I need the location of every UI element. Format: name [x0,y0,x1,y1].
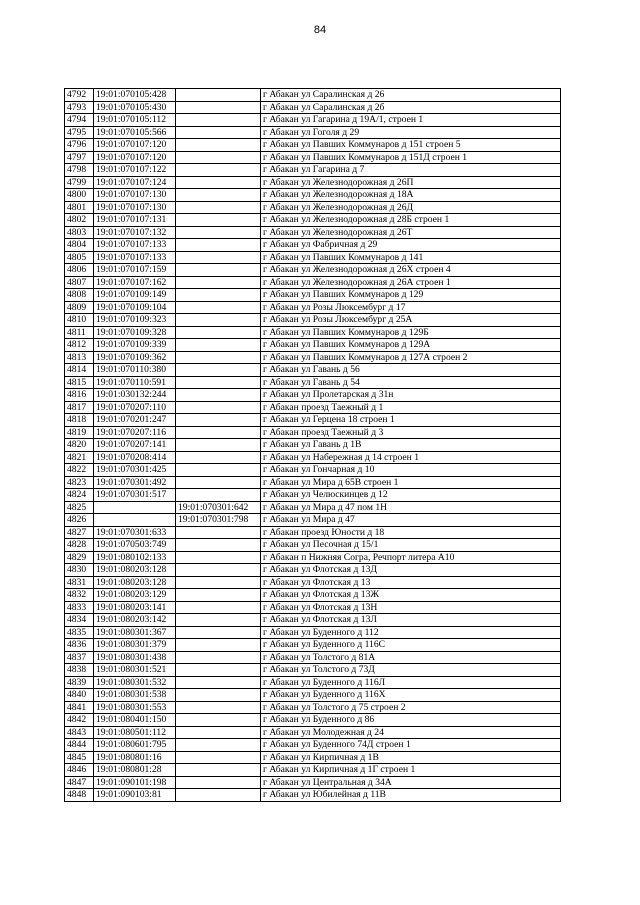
table-row [65,701,561,714]
table-row [65,526,561,539]
cadastral-number-cell: 19:01:080301:438 [94,651,176,664]
table-row [65,351,561,364]
row-number-cell: 4835 [65,626,94,639]
address-cell: г Абакан ул Железнодорожная д 28Б строен 1 [261,214,561,227]
cadastral-number-cell: 19:01:070301:425 [94,464,176,477]
row-number-cell: 4828 [65,539,94,552]
cadastral-number-alt-cell [176,651,261,664]
address-cell: г Абакан ул Кирпичная д 1В [261,751,561,764]
row-number-cell: 4833 [65,601,94,614]
table-row [65,426,561,439]
cadastral-number-cell: 19:01:070110:591 [94,376,176,389]
cadastral-number-cell: 19:01:070503:749 [94,539,176,552]
table-row [65,376,561,389]
cadastral-number-alt-cell [176,739,261,752]
table-row [65,664,561,677]
row-number-cell: 4834 [65,614,94,627]
table-row [65,676,561,689]
cadastral-number-cell: 19:01:070105:428 [94,89,176,102]
row-number-cell: 4813 [65,351,94,364]
row-number-cell: 4794 [65,114,94,127]
cadastral-number-alt-cell [176,289,261,302]
row-number-cell: 4848 [65,789,94,802]
cadastral-number-cell: 19:01:080301:379 [94,639,176,652]
cadastral-number-cell: 19:01:070107:130 [94,201,176,214]
cadastral-number-alt-cell [176,189,261,202]
cadastral-number-cell: 19:01:080801:28 [94,764,176,777]
address-cell: г Абакан проезд Таежный д 1 [261,401,561,414]
table-row [65,89,561,102]
row-number-cell: 4826 [65,514,94,527]
cadastral-number-cell: 19:01:080501:112 [94,726,176,739]
table-row [65,414,561,427]
table-row [65,651,561,664]
table-row [65,201,561,214]
address-cell: г Абакан ул Железнодорожная д 26Д [261,201,561,214]
cadastral-number-alt-cell [176,464,261,477]
table-row [65,289,561,302]
row-number-cell: 4831 [65,576,94,589]
cadastral-number-cell: 19:01:070107:132 [94,226,176,239]
cadastral-number-alt-cell [176,714,261,727]
row-number-cell: 4819 [65,426,94,439]
address-cell: г Абакан ул Кирпичная д 1Г строен 1 [261,764,561,777]
cadastral-number-cell: 19:01:070105:430 [94,101,176,114]
cadastral-number-cell: 19:01:080203:128 [94,576,176,589]
row-number-cell: 4847 [65,776,94,789]
table-row [65,464,561,477]
cadastral-number-alt-cell [176,639,261,652]
cadastral-number-alt-cell [176,426,261,439]
row-number-cell: 4832 [65,589,94,602]
cadastral-number-alt-cell [176,526,261,539]
address-cell: г Абакан ул Песочная д 15/1 [261,539,561,552]
cadastral-number-cell: 19:01:070107:120 [94,139,176,152]
row-number-cell: 4845 [65,751,94,764]
table-row [65,764,561,777]
cadastral-number-alt-cell [176,789,261,802]
row-number-cell: 4816 [65,389,94,402]
cadastral-number-cell: 19:01:070207:110 [94,401,176,414]
row-number-cell: 4820 [65,439,94,452]
address-cell: г Абакан ул Челюскинцев д 12 [261,489,561,502]
address-cell: г Абакан ул Буденного д 116Х [261,689,561,702]
cadastral-number-cell: 19:01:070107:122 [94,164,176,177]
address-cell: г Абакан ул Розы Люксембург д 25А [261,314,561,327]
cadastral-number-alt-cell [176,251,261,264]
cadastral-number-alt-cell [176,389,261,402]
cadastral-number-cell: 19:01:080203:128 [94,564,176,577]
address-cell: г Абакан ул Пролетарская д 31н [261,389,561,402]
cadastral-number-alt-cell [176,176,261,189]
row-number-cell: 4799 [65,176,94,189]
row-number-cell: 4823 [65,476,94,489]
table-row [65,189,561,202]
cadastral-number-alt-cell [176,564,261,577]
table-row [65,789,561,802]
address-cell: г Абакан ул Флотская д 13Д [261,564,561,577]
cadastral-number-cell: 19:01:080102:133 [94,551,176,564]
address-cell: г Абакан ул Толстого д 73Д [261,664,561,677]
table-row [65,339,561,352]
table-row [65,276,561,289]
cadastral-number-alt-cell [176,626,261,639]
cadastral-number-alt-cell [176,114,261,127]
cadastral-number-cell: 19:01:030132:244 [94,389,176,402]
address-cell: г Абакан проезд Таежный д 3 [261,426,561,439]
address-cell: г Абакан ул Саралинская д 26 [261,89,561,102]
address-cell: г Абакан ул Гагарина д 7 [261,164,561,177]
cadastral-number-alt-cell [176,676,261,689]
row-number-cell: 4824 [65,489,94,502]
row-number-cell: 4796 [65,139,94,152]
cadastral-number-cell: 19:01:080203:142 [94,614,176,627]
table-body [65,89,561,802]
cadastral-number-alt-cell [176,264,261,277]
address-cell: г Абакан ул Железнодорожная д 26А строен 1 [261,276,561,289]
address-cell: г Абакан ул Железнодорожная д 18А [261,189,561,202]
cadastral-number-cell: 19:01:070107:133 [94,239,176,252]
row-number-cell: 4825 [65,501,94,514]
address-cell: г Абакан ул Павших Коммунаров д 129Б [261,326,561,339]
cadastral-number-alt-cell [176,201,261,214]
row-number-cell: 4812 [65,339,94,352]
address-cell: г Абакан ул Мира д 65В строен 1 [261,476,561,489]
row-number-cell: 4840 [65,689,94,702]
cadastral-number-alt-cell [176,214,261,227]
cadastral-number-cell: 19:01:070301:492 [94,476,176,489]
cadastral-number-alt-cell [176,239,261,252]
cadastral-number-alt-cell [176,476,261,489]
table-row [65,751,561,764]
row-number-cell: 4817 [65,401,94,414]
row-number-cell: 4814 [65,364,94,377]
address-cell: г Абакан ул Буденного д 116Л [261,676,561,689]
address-cell: г Абакан ул Флотская д 13 [261,576,561,589]
cadastral-number-cell: 19:01:070207:116 [94,426,176,439]
cadastral-number-alt-cell [176,539,261,552]
table-row [65,639,561,652]
table-row [65,151,561,164]
table-row [65,576,561,589]
table-row [65,726,561,739]
row-number-cell: 4844 [65,739,94,752]
cadastral-number-cell: 19:01:080203:129 [94,589,176,602]
row-number-cell: 4804 [65,239,94,252]
cadastral-number-alt-cell [176,364,261,377]
cadastral-number-alt-cell [176,164,261,177]
table-row [65,476,561,489]
row-number-cell: 4827 [65,526,94,539]
table-row [65,539,561,552]
table-row [65,114,561,127]
row-number-cell: 4836 [65,639,94,652]
row-number-cell: 4806 [65,264,94,277]
cadastral-number-cell: 19:01:070109:362 [94,351,176,364]
address-cell: г Абакан ул Гагарина д 19А/1, строен 1 [261,114,561,127]
cadastral-number-alt-cell [176,339,261,352]
table-row [65,451,561,464]
address-cell: г Абакан ул Толстого д 81А [261,651,561,664]
row-number-cell: 4809 [65,301,94,314]
address-cell: г Абакан ул Гавань д 1В [261,439,561,452]
row-number-cell: 4841 [65,701,94,714]
cadastral-number-alt-cell [176,139,261,152]
table-row [65,364,561,377]
cadastral-number-alt-cell [176,401,261,414]
table-row [65,176,561,189]
cadastral-number-cell: 19:01:070105:112 [94,114,176,127]
cadastral-number-cell: 19:01:070107:124 [94,176,176,189]
table-row [65,226,561,239]
address-cell: г Абакан ул Павших Коммунаров д 141 [261,251,561,264]
cadastral-number-cell: 19:01:070109:323 [94,314,176,327]
cadastral-number-alt-cell [176,764,261,777]
address-cell: г Абакан ул Буденного д 112 [261,626,561,639]
address-cell: г Абакан проезд Юности д 18 [261,526,561,539]
cadastral-number-cell: 19:01:080301:367 [94,626,176,639]
address-cell: г Абакан ул Саралинская д 2б [261,101,561,114]
table-row [65,326,561,339]
cadastral-number-alt-cell [176,326,261,339]
table-row [65,126,561,139]
row-number-cell: 4797 [65,151,94,164]
cadastral-number-alt-cell [176,314,261,327]
cadastral-number-cell: 19:01:070107:120 [94,151,176,164]
address-cell: г Абакан ул Павших Коммунаров д 129А [261,339,561,352]
row-number-cell: 4801 [65,201,94,214]
cadastral-number-cell: 19:01:080301:521 [94,664,176,677]
table-row [65,389,561,402]
cadastral-number-cell: 19:01:070105:566 [94,126,176,139]
cadastral-number-alt-cell [176,126,261,139]
address-cell: г Абакан ул Железнодорожная д 26Т [261,226,561,239]
row-number-cell: 4795 [65,126,94,139]
table-row [65,214,561,227]
address-cell: г Абакан ул Буденного 74Д строен 1 [261,739,561,752]
cadastral-number-alt-cell [176,301,261,314]
cadastral-number-cell [94,514,176,527]
cadastral-number-cell [94,501,176,514]
cadastral-number-cell: 19:01:070107:133 [94,251,176,264]
address-cell: г Абакан ул Павших Коммунаров д 127А строен 2 [261,351,561,364]
address-cell: г Абакан ул Павших Коммунаров д 129 [261,289,561,302]
address-cell: г Абакан ул Набережная д 14 строен 1 [261,451,561,464]
table-row [65,739,561,752]
address-cell: г Абакан ул Флотская д 13Л [261,614,561,627]
row-number-cell: 4803 [65,226,94,239]
row-number-cell: 4818 [65,414,94,427]
row-number-cell: 4843 [65,726,94,739]
cadastral-number-cell: 19:01:070109:328 [94,326,176,339]
address-cell: г Абакан ул Железнодорожная д 26Х строен 4 [261,264,561,277]
table-row [65,101,561,114]
address-cell: г Абакан ул Гончарная д 10 [261,464,561,477]
address-cell: г Абакан ул Юбилейная д 11В [261,789,561,802]
cadastral-number-cell: 19:01:070207:141 [94,439,176,452]
cadastral-number-cell: 19:01:080301:538 [94,689,176,702]
table-row [65,514,561,527]
row-number-cell: 4792 [65,89,94,102]
cadastral-number-alt-cell [176,89,261,102]
row-number-cell: 4839 [65,676,94,689]
address-cell: г Абакан ул Фабричная д 29 [261,239,561,252]
property-register-table [64,88,561,802]
row-number-cell: 4807 [65,276,94,289]
table-row [65,239,561,252]
address-cell: г Абакан ул Центральная д 34А [261,776,561,789]
cadastral-number-alt-cell [176,576,261,589]
cadastral-number-alt-cell [176,414,261,427]
cadastral-number-alt-cell [176,451,261,464]
row-number-cell: 4802 [65,214,94,227]
cadastral-number-cell: 19:01:070109:339 [94,339,176,352]
address-cell: г Абакан ул Железнодорожная д 26П [261,176,561,189]
address-cell: г Абакан ул Молодежная д 24 [261,726,561,739]
cadastral-number-cell: 19:01:070107:162 [94,276,176,289]
row-number-cell: 4837 [65,651,94,664]
cadastral-number-cell: 19:01:080401:150 [94,714,176,727]
cadastral-number-alt-cell [176,614,261,627]
address-cell: г Абакан ул Флотская д 13Ж [261,589,561,602]
row-number-cell: 4815 [65,376,94,389]
cadastral-number-cell: 19:01:090101:198 [94,776,176,789]
cadastral-number-alt-cell [176,551,261,564]
cadastral-number-alt-cell [176,276,261,289]
address-cell: г Абакан ул Павших Коммунаров д 151 строен 5 [261,139,561,152]
cadastral-number-cell: 19:01:070107:131 [94,214,176,227]
table-row [65,626,561,639]
cadastral-number-alt-cell [176,351,261,364]
table-row [65,589,561,602]
table-row [65,439,561,452]
cadastral-number-alt-cell [176,376,261,389]
cadastral-number-cell: 19:01:070109:104 [94,301,176,314]
row-number-cell: 4805 [65,251,94,264]
cadastral-number-alt-cell [176,776,261,789]
address-cell: г Абакан ул Толстого д 75 строен 2 [261,701,561,714]
address-cell: г Абакан ул Павших Коммунаров д 151Д строен 1 [261,151,561,164]
cadastral-number-alt-cell [176,439,261,452]
row-number-cell: 4846 [65,764,94,777]
cadastral-number-cell: 19:01:080801:16 [94,751,176,764]
table-row [65,564,561,577]
cadastral-number-cell: 19:01:070107:159 [94,264,176,277]
table-row [65,264,561,277]
address-cell: г Абакан ул Гоголя д 29 [261,126,561,139]
table-row [65,601,561,614]
address-cell: г Абакан ул Герцена 18 строен 1 [261,414,561,427]
cadastral-number-alt-cell [176,751,261,764]
cadastral-number-cell: 19:01:070107:130 [94,189,176,202]
cadastral-number-alt-cell [176,226,261,239]
table-row [65,501,561,514]
cadastral-number-cell: 19:01:070301:517 [94,489,176,502]
cadastral-number-alt-cell [176,151,261,164]
cadastral-number-cell: 19:01:070201:247 [94,414,176,427]
cadastral-number-cell: 19:01:070110:380 [94,364,176,377]
cadastral-number-cell: 19:01:080301:553 [94,701,176,714]
table-row [65,614,561,627]
cadastral-number-cell: 19:01:080301:532 [94,676,176,689]
address-cell: г Абакан ул Мира д 47 пом 1Н [261,501,561,514]
row-number-cell: 4821 [65,451,94,464]
cadastral-number-cell: 19:01:080203:141 [94,601,176,614]
table-row [65,401,561,414]
cadastral-number-alt-cell [176,489,261,502]
table-row [65,251,561,264]
address-cell: г Абакан п Нижняя Согра, Речпорт литера А10 [261,551,561,564]
row-number-cell: 4793 [65,101,94,114]
table-row [65,776,561,789]
row-number-cell: 4829 [65,551,94,564]
cadastral-number-alt-cell [176,701,261,714]
address-cell: г Абакан ул Гавань д 54 [261,376,561,389]
cadastral-number-alt-cell [176,601,261,614]
row-number-cell: 4800 [65,189,94,202]
row-number-cell: 4808 [65,289,94,302]
table-row [65,689,561,702]
row-number-cell: 4830 [65,564,94,577]
page-number: 84 [313,24,327,36]
cadastral-number-cell: 19:01:080601:795 [94,739,176,752]
address-cell: г Абакан ул Мира д 47 [261,514,561,527]
table-row [65,139,561,152]
address-cell: г Абакан ул Флотская д 13Н [261,601,561,614]
cadastral-number-alt-cell: 19:01:070301:642 [176,501,261,514]
address-cell: г Абакан ул Буденного д 116С [261,639,561,652]
address-cell: г Абакан ул Гавань д 56 [261,364,561,377]
row-number-cell: 4798 [65,164,94,177]
row-number-cell: 4810 [65,314,94,327]
cadastral-number-cell: 19:01:070208:414 [94,451,176,464]
row-number-cell: 4838 [65,664,94,677]
table-row [65,314,561,327]
cadastral-number-alt-cell [176,101,261,114]
address-cell: г Абакан ул Розы Люксембург д 17 [261,301,561,314]
table-row [65,489,561,502]
table-row [65,164,561,177]
cadastral-number-alt-cell [176,589,261,602]
cadastral-number-cell: 19:01:070109:149 [94,289,176,302]
cadastral-number-alt-cell [176,689,261,702]
table-row [65,714,561,727]
row-number-cell: 4822 [65,464,94,477]
table-row [65,551,561,564]
cadastral-number-alt-cell [176,726,261,739]
cadastral-number-alt-cell: 19:01:070301:798 [176,514,261,527]
row-number-cell: 4842 [65,714,94,727]
cadastral-number-cell: 19:01:070301:633 [94,526,176,539]
address-cell: г Абакан ул Буденного д 86 [261,714,561,727]
cadastral-number-cell: 19:01:090103:81 [94,789,176,802]
cadastral-number-alt-cell [176,664,261,677]
row-number-cell: 4811 [65,326,94,339]
table-row [65,301,561,314]
